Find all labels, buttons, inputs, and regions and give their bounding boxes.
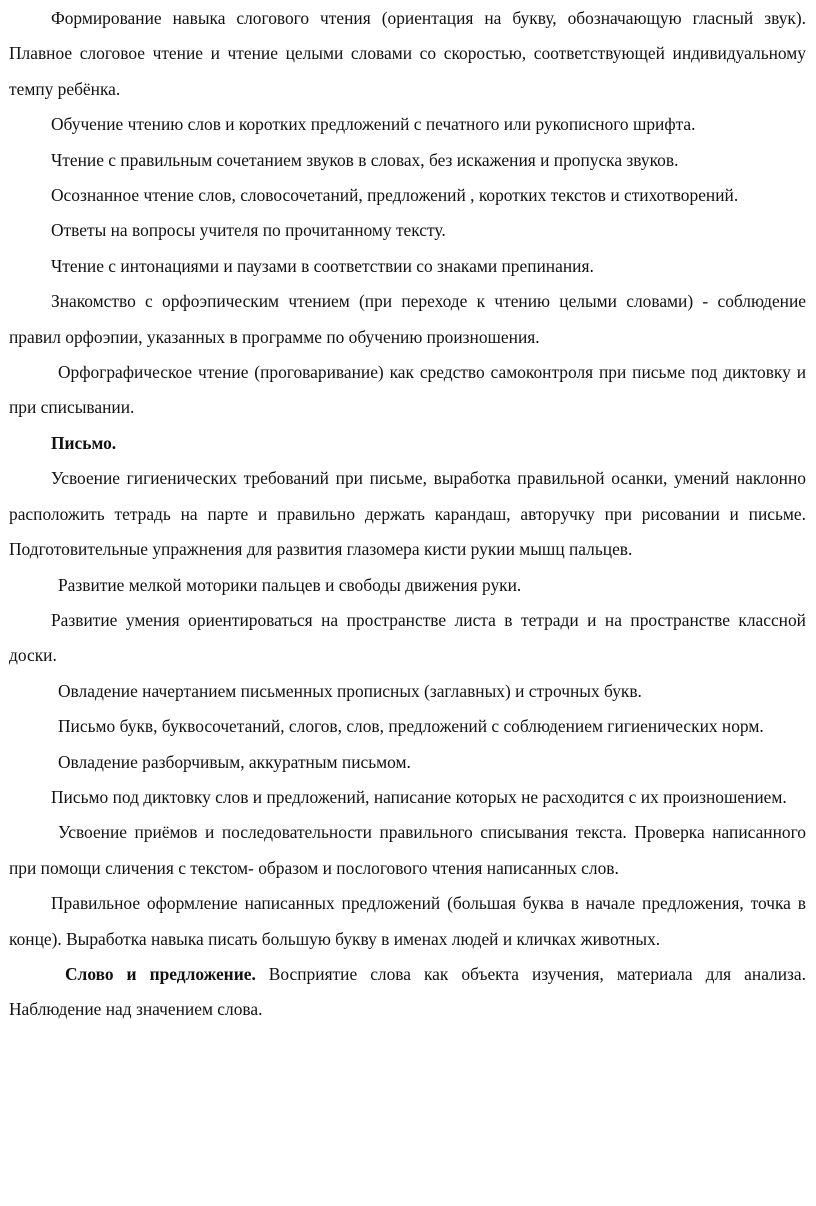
- paragraph-word-and-sentence: [9, 957, 806, 1028]
- paragraph: Чтение с правильным сочетанием звуков в словах, без искажения и пропуска звуков.: [51, 149, 679, 170]
- paragraph: Овладение разборчивым, аккуратным письмом.: [58, 751, 411, 772]
- paragraph: Усвоение гигиенических требований при письме, выработка правильной осанки, умений наклонно расположить тетрадь на парте и правильно держать карандаш, авторучку при рисовании и письме. Подготовительные упражнения для развития глазомера кисти рукии мышц пальцев.: [9, 468, 806, 560]
- inline-heading-word-and-sentence: Слово и предложение.: [65, 963, 256, 984]
- paragraph: Чтение с интонациями и паузами в соответствии со знаками препинания.: [51, 255, 594, 276]
- paragraph: Письмо под диктовку слов и предложений, написание которых не расходится с их произношением.: [51, 786, 787, 807]
- paragraph: Ответы на вопросы учителя по прочитанному тексту.: [51, 220, 446, 241]
- paragraph-text: Восприятие слова как объекта изучения, материала для анализа. Наблюдение над значением слова.: [9, 963, 806, 1020]
- paragraph: Правильное оформление написанных предложений (большая буква в начале предложения, точка в конце). Выработка навыка писать большую букву в именах людей и кличках животных.: [9, 893, 806, 949]
- paragraph: Обучение чтению слов и коротких предложений с печатного или рукописного шрифта.: [51, 114, 696, 135]
- paragraph: Письмо букв, буквосочетаний, слогов, слов, предложений с соблюдением гигиенических норм.: [58, 716, 764, 737]
- paragraph: Орфографическое чтение (проговаривание) как средство самоконтроля при письме под диктовку и при списывании.: [9, 362, 806, 418]
- paragraph: Овладение начертанием письменных прописных (заглавных) и строчных букв.: [58, 680, 642, 701]
- paragraph: Формирование навыка слогового чтения (ориентация на букву, обозначающую гласный звук). Плавное слоговое чтение и чтение целыми словами со скоростью, соответствующей индивидуальному темпу ребёнка.: [9, 8, 806, 99]
- document-page: [9, 0, 806, 1028]
- paragraph: Развитие умения ориентироваться на пространстве листа в тетради и на пространстве классной доски.: [9, 609, 806, 666]
- paragraph: Знакомство с орфоэпическим чтением (при переходе к чтению целыми словами) - соблюдение правил орфоэпии, указанных в программе по обучению произношения.: [9, 291, 806, 347]
- paragraph: Осознанное чтение слов, словосочетаний, предложений , коротких текстов и стихотворений.: [51, 185, 739, 206]
- paragraph: Развитие мелкой моторики пальцев и свободы движения руки.: [58, 574, 522, 595]
- paragraph: Усвоение приёмов и последовательности правильного списывания текста. Проверка написанного при помощи сличения с текстом- образом и послогового чтения написанных слов.: [9, 822, 806, 878]
- section-heading-writing: Письмо.: [51, 432, 117, 453]
